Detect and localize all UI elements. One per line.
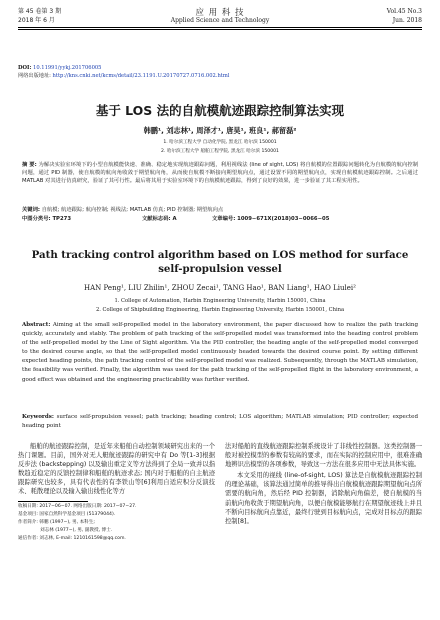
doi-label: DOI:: [18, 65, 32, 71]
doi-link[interactable]: 10.11991/yykj.201706005: [33, 65, 102, 71]
title-en: Path tracking control algorithm based on LOS method for surface self-propulsion vessel: [31, 249, 409, 275]
keywords-en: [22, 413, 418, 431]
online-address-line: [18, 73, 422, 80]
keywords-en-text: surface self-propulsion vessel; path tracking; heading control; LOS algorithm; MATLAB simulation; PID controller; expected heading point: [22, 414, 418, 430]
affiliation-cn-1: 1. 哈尔滨工程大学 自动化学院, 黑龙江 哈尔滨 150001: [163, 140, 277, 145]
keywords-en-label: Keywords:: [22, 414, 54, 420]
article-number: 文章编号: 1009−671X(2018)03−0066−05: [212, 216, 330, 222]
header-rule-thin: [18, 29, 422, 30]
body-left-column: [18, 442, 215, 545]
date-en: Jun. 2018: [392, 17, 422, 24]
footnote-received: 收稿日期: 2017−06−07. 网络出版日期: 2017−07−27.: [18, 503, 137, 509]
keywords-cn-text: 自航模; 航迹跟踪; 航向控制; 视线法; MATLAB 仿真; PID 控制器; 期望航向点: [41, 207, 224, 213]
journal-title-cn: 应 用 科 技: [195, 8, 245, 18]
body-right-column: [225, 442, 422, 528]
body-left-paragraph: 船舶的航迹跟踪控制，是近年来船舶自动控制领域研究出来的一个热门课题。目前，国外对无人艇航迹跟踪的研究中有 Do 等[1-3]根据反步法 (backstepping) 以及输出重定义等方法得到了全局一致并以指数趋近稳定的反馈控制律和船舶的航迹求态; 国内对于船舶的自主航迹跟踪研究也较多，具有代表性的有李铁山等[6]利用自适应积分反演技术、耗散理论以及输入输出线性化等方: [18, 443, 215, 496]
journal-title-en: Applied Science and Technology: [170, 17, 270, 24]
footnote-funding: 基金项目: 国家自然科学基金项目 (51379044).: [18, 511, 116, 517]
keywords-cn-label: 关键词:: [22, 207, 41, 213]
volume-en: Vol.45 No.3: [386, 8, 422, 15]
abstract-cn-text: 为解决实验室环境下的小型自航模能快速、准确、稳定地实现航迹跟踪问题，利用视线法 (line of sight, LOS) 将自航模的位置跟踪问题转化为自航模的航向控制问题，通过 PID 制器，使自航模的航向角收敛于期望航向角，从而使自航模不断接向期望航向点，通过设置不同的期望航向点，实现自航模航迹跟踪控制。之后通过 MATLAB 对其进行仿真研究，验证了其可行性。最后将其用于实验室环境下的自航模航迹跟踪，得到了良好的效果，进一步验证了其工程实用性。: [22, 162, 418, 185]
authors-cn: 韩鹏¹, 刘志林¹, 周泽才¹, 唐昊¹, 班良¹, 郝留磊²: [143, 126, 297, 135]
date-cn: 2018 年 6 月: [18, 17, 55, 24]
footnote-author-bio: 作者简介: 韩鹏 (1997−), 男, 本科生;: [18, 519, 95, 525]
affiliation-en-1: 1. College of Automation, Harbin Engineering University, Harbin 150001, China: [114, 298, 326, 304]
abstract-en-text: Aiming at the small self-propelled model in the laboratory environment, the paper discussed how to realize the path tracking quickly, accurately and stably. The problem of path tracking of the self-propelled model was transformed into the heading control problem of the self-propelled model by the Line of Sight algorithm. Via the PID controller, the heading angle of the self-propelled model converged to the desired course angle, so that the self-propelled model continuously headed towards the desired course point. By setting different expected heading points, the path tracking control of the self-propelled model was realized. Subsequently, through the MATLAB simulation, the feasibility was verified. Finally, the algorithm was used for the path tracking of the self-propelled flight in the laboratory environment, a good effect was obtained and the engineering practicability was further verified.: [22, 322, 419, 383]
abstract-cn: [22, 161, 418, 185]
footnote-author-bio-2: 刘志林 (1977−), 男, 副教授, 博士.: [40, 528, 113, 534]
affiliation-cn-2: 2. 哈尔滨工程大学 船舶工程学院, 黑龙江 哈尔滨 150001: [161, 149, 279, 154]
footnote-rule: [18, 501, 88, 502]
online-address-label: 网络出版地址:: [18, 73, 51, 79]
document-code: 文献标志码: A: [142, 216, 177, 222]
authors-en: HAN Peng¹, LIU Zhilin¹, ZHOU Zecai¹, TANG Hao¹, BAN Liang¹, HAO Liulei²: [84, 284, 356, 292]
online-address-link[interactable]: http://kns.cnki.net/kcms/detail/23.1191.U.20170727.0716.002.html: [52, 73, 230, 79]
keywords-cn: [22, 206, 418, 214]
affiliation-en-2: 2. College of Shipbuilding Engineering, Harbin Engineering University, Harbin 150001, China: [95, 307, 345, 313]
abstract-cn-label: 摘 要:: [22, 162, 37, 168]
footnote-corresponding: 通信作者: 刘志林, E-mail: 1210161598@qq.com.: [18, 536, 126, 542]
body-right-paragraph-2: 本文采用的视线 (line-of-sight, LOS) 算法是自航模航迹跟踪控制的理论基础，该算法通过简单的推导得出自航模航迹跟踪期望航向点所需要的航向角，然后经 PID 控制器，消除航向角偏差，使自航模的当前航向角收敛于期望航向角，以便自航模能够航行在期望航迹线上并且不断向目标航向点靠近，最终行驶到目标航向点，完成对目标点的跟踪控制[8]。: [225, 472, 422, 525]
abstract-en: [22, 321, 418, 385]
abstract-en-label: Abstract:: [22, 322, 51, 328]
volume-cn: 第 45 卷第 3 期: [18, 8, 62, 15]
body-right-paragraph-1: 法对船舶的直线航迹跟踪控制系统设计了非线性控制器。这类控制器一般对被控模型的参数有较高的要求，而在实际的控制应用中，很难准确地辨识出模型的各项参数，导致这一方法在很多应用中无法具体实施。: [225, 443, 422, 469]
doi-line: [18, 65, 422, 72]
clc-number: 中图分类号: TP273: [22, 216, 71, 222]
title-cn: 基于 LOS 法的自航模航迹跟踪控制算法实现: [95, 103, 345, 118]
